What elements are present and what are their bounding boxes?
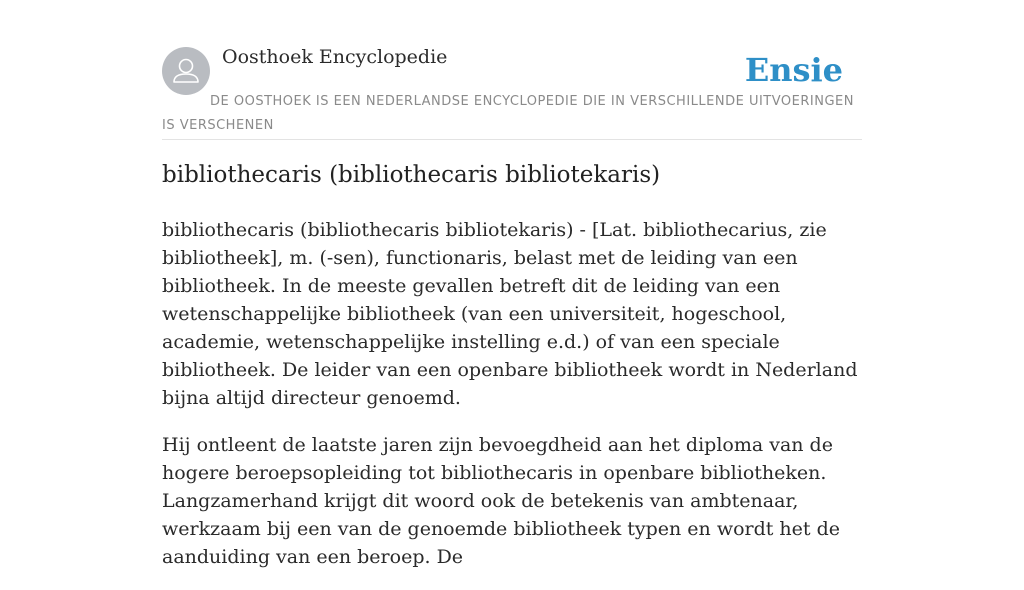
brand-logo[interactable]: Ensie	[744, 51, 843, 89]
article-body	[162, 216, 862, 590]
article-paragraph: bibliothecaris (bibliothecaris bibliotekaris) - [Lat. bibliothecarius, zie bibliotheek], m. (-sen), functionaris, belast met de leiding van een bibliotheek. In de meeste gevallen betreft dit de leiding van een wetenschappelijke bibliotheek (van een universiteit, hogeschool, academie, wetenschappelijke instelling e.d.) of van een speciale bibliotheek. De leider van een openbare bibliotheek wordt in Nederland bijna altijd directeur genoemd.	[162, 219, 858, 409]
article-title: bibliothecaris (bibliothecaris bibliotekaris)	[162, 162, 661, 188]
article-paragraph: Hij ontleent de laatste jaren zijn bevoegdheid aan het diploma van de hogere beroepsopleiding tot bibliothecaris in openbare bibliotheken. Langzamerhand krijgt dit woord ook de betekenis van ambtenaar, werkzaam bij een van de genoemde bibliotheek typen en wordt het de aanduiding van een beroep. De	[162, 434, 840, 568]
user-outline-icon	[162, 47, 210, 95]
avatar[interactable]	[162, 47, 210, 95]
source-description: DE OOSTHOEK IS EEN NEDERLANDSE ENCYCLOPEDIE DIE IN VERSCHILLENDE UITVOERINGEN IS VERSCHENEN	[162, 94, 854, 133]
divider	[162, 139, 862, 140]
source-name[interactable]: Oosthoek Encyclopedie	[222, 46, 448, 68]
